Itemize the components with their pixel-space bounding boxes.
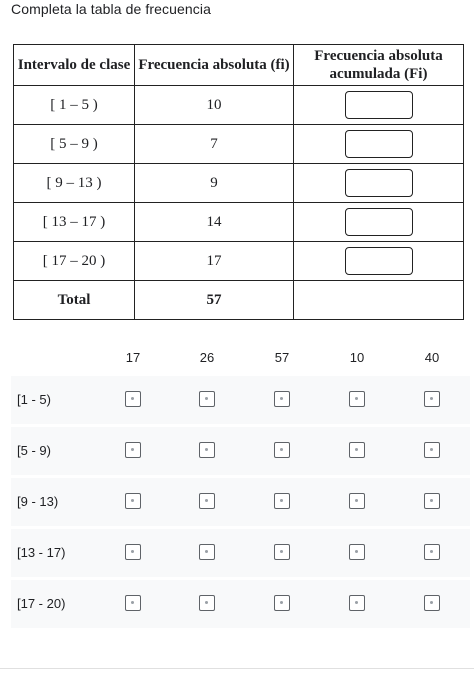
grid-header [11, 340, 470, 376]
checkbox[interactable] [125, 595, 141, 611]
checkbox[interactable] [125, 493, 141, 509]
checkbox[interactable] [424, 544, 440, 560]
checkbox[interactable] [349, 544, 365, 560]
bottom-divider [0, 668, 474, 669]
checkbox[interactable] [274, 442, 290, 458]
table-row [14, 86, 464, 125]
grid-row [11, 529, 470, 577]
interval-cell: [ 9 – 13 ) [14, 164, 135, 203]
checkbox[interactable] [199, 493, 215, 509]
checkbox[interactable] [199, 391, 215, 407]
fi-cell: 17 [135, 242, 294, 281]
checkbox[interactable] [349, 493, 365, 509]
total-value: 57 [135, 281, 294, 320]
checkbox[interactable] [424, 595, 440, 611]
checkbox[interactable] [424, 442, 440, 458]
row-label: [13 - 17) [17, 545, 66, 560]
answer-box [345, 208, 413, 236]
interval-cell: [ 17 – 20 ) [14, 242, 135, 281]
checkbox[interactable] [274, 595, 290, 611]
question-prompt: Completa la tabla de frecuencia [11, 1, 211, 17]
checkbox[interactable] [349, 442, 365, 458]
checkbox[interactable] [274, 493, 290, 509]
checkbox[interactable] [125, 391, 141, 407]
header-fi: Frecuencia absoluta (fi) [135, 45, 294, 86]
checkbox[interactable] [274, 391, 290, 407]
checkbox[interactable] [125, 442, 141, 458]
table-row [14, 164, 464, 203]
checkbox[interactable] [125, 544, 141, 560]
column-label: 10 [349, 350, 365, 365]
fi-cell: 9 [135, 164, 294, 203]
Fi-cell [294, 242, 464, 281]
total-label: Total [14, 281, 135, 320]
Fi-cell [294, 125, 464, 164]
checkbox[interactable] [349, 391, 365, 407]
table-row [14, 125, 464, 164]
Fi-cell [294, 203, 464, 242]
column-label: 17 [125, 350, 141, 365]
frequency-table-image [13, 44, 464, 320]
grid-row [11, 478, 470, 526]
column-label: 57 [274, 350, 290, 365]
checkbox[interactable] [274, 544, 290, 560]
header-interval: Intervalo de clase [14, 45, 135, 86]
Fi-cell [294, 86, 464, 125]
interval-cell: [ 5 – 9 ) [14, 125, 135, 164]
answer-box [345, 91, 413, 119]
interval-cell: [ 13 – 17 ) [14, 203, 135, 242]
grid-row [11, 580, 470, 628]
row-label: [9 - 13) [17, 494, 59, 509]
checkbox[interactable] [424, 391, 440, 407]
table-row [14, 203, 464, 242]
column-label: 26 [199, 350, 215, 365]
checkbox[interactable] [199, 544, 215, 560]
total-empty-cell [294, 281, 464, 320]
total-row [14, 281, 464, 320]
grid-row [11, 376, 470, 424]
Fi-cell [294, 164, 464, 203]
grid-row [11, 427, 470, 475]
checkbox[interactable] [199, 595, 215, 611]
checkbox-grid [11, 340, 470, 631]
fi-cell: 14 [135, 203, 294, 242]
fi-cell: 7 [135, 125, 294, 164]
checkbox[interactable] [199, 442, 215, 458]
table-row [14, 242, 464, 281]
fi-cell: 10 [135, 86, 294, 125]
checkbox[interactable] [349, 595, 365, 611]
row-label: [1 - 5) [17, 392, 51, 407]
answer-box [345, 247, 413, 275]
row-label: [5 - 9) [17, 443, 51, 458]
answer-box [345, 169, 413, 197]
interval-cell: [ 1 – 5 ) [14, 86, 135, 125]
column-label: 40 [424, 350, 440, 365]
row-label: [17 - 20) [17, 596, 66, 611]
checkbox[interactable] [424, 493, 440, 509]
header-Fi: Frecuencia absoluta acumulada (Fi) [294, 45, 464, 86]
answer-box [345, 130, 413, 158]
